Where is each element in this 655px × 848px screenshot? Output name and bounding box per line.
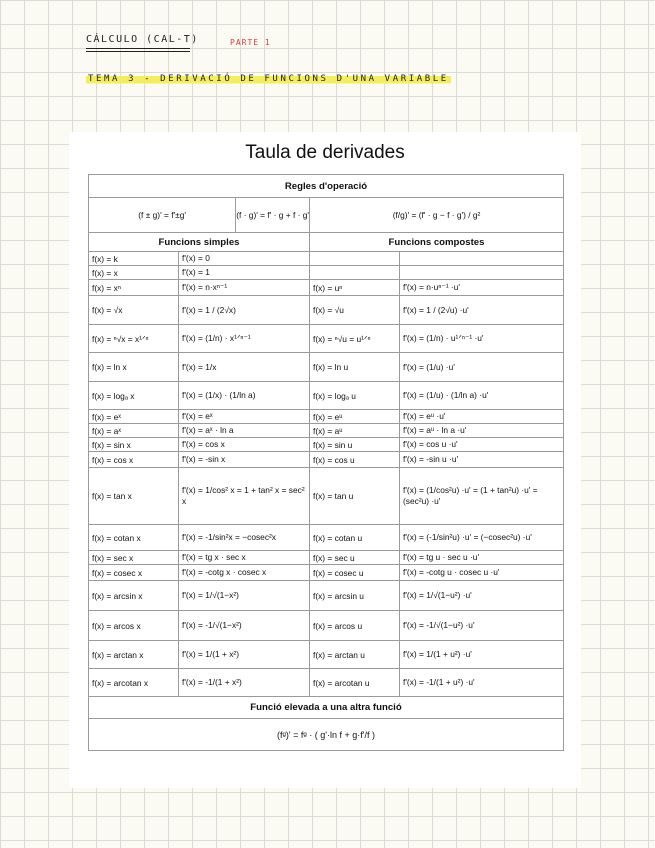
simple-derivative: f'(x) = cos x [179,438,310,452]
composite-derivative: f'(x) = 1/√(1−u²) ·u' [400,581,564,611]
power-function-header: Funció elevada a una altra funció [89,697,564,719]
derivative-row [89,353,564,382]
composite-derivative: f'(x) = (-1/sin²u) ·u' = (−cosec²u) ·u' [400,525,564,551]
topic-heading: TEMA 3 - DERIVACIÓ DE FUNCIONS D'UNA VARIABLE [88,74,449,84]
composite-derivative: f'(x) = -cotg u · cosec u ·u' [400,565,564,581]
derivatives-table [88,174,564,751]
composite-function: f(x) = aᵘ [310,424,400,438]
composite-function: f(x) = arcsin u [310,581,400,611]
simple-derivative: f'(x) = aˣ · ln a [179,424,310,438]
derivative-row [89,296,564,325]
simple-derivative: f'(x) = n·xⁿ⁻¹ [179,280,310,296]
derivative-row [89,280,564,296]
simple-function: f(x) = logₐ x [89,382,179,410]
simple-derivative: f'(x) = 1 [179,266,310,280]
simple-function: f(x) = x [89,266,179,280]
composite-derivative: f'(x) = -1/(1 + u²) ·u' [400,669,564,697]
composite-function: f(x) = arcos u [310,611,400,641]
simple-derivative: f'(x) = 1/(1 + x²) [179,641,310,669]
course-underline [86,48,190,49]
simple-function: f(x) = k [89,252,179,266]
simple-derivative: f'(x) = -1/sin²x = −cosec²x [179,525,310,551]
composite-function: f(x) = cos u [310,452,400,468]
composite-function [310,252,400,266]
simple-derivative: f'(x) = 1/cos² x = 1 + tan² x = sec² x [179,468,310,525]
composite-function: f(x) = ln u [310,353,400,382]
derivative-row [89,641,564,669]
quotient-rule: (f/g)' = (f' · g − f · g') / g² [310,198,564,233]
derivative-row [89,669,564,697]
simple-derivative: f'(x) = -sin x [179,452,310,468]
simple-function: f(x) = ln x [89,353,179,382]
composite-function: f(x) = cotan u [310,525,400,551]
simple-derivative: f'(x) = -1/(1 + x²) [179,669,310,697]
course-underline-2 [86,51,190,52]
composite-function: f(x) = logₐ u [310,382,400,410]
simple-derivative: f'(x) = 0 [179,252,310,266]
composite-derivative: f'(x) = eᵘ ·u' [400,410,564,424]
derivative-row [89,611,564,641]
composite-function: f(x) = uⁿ [310,280,400,296]
simple-function: f(x) = tan x [89,468,179,525]
composite-derivative: f'(x) = -1/√(1−u²) ·u' [400,611,564,641]
operation-rules-header: Regles d'operació [89,175,564,198]
derivative-row [89,410,564,424]
derivative-row [89,581,564,611]
simple-function: f(x) = arcos x [89,611,179,641]
composite-derivative: f'(x) = n·uⁿ⁻¹ ·u' [400,280,564,296]
derivative-row [89,252,564,266]
composite-derivative: f'(x) = cos u ·u' [400,438,564,452]
derivative-row [89,382,564,410]
simple-derivative: f'(x) = tg x · sec x [179,551,310,565]
simple-function: f(x) = arcsin x [89,581,179,611]
composite-function: f(x) = sin u [310,438,400,452]
operation-rules-row [89,198,564,233]
composite-function: f(x) = arctan u [310,641,400,669]
simple-derivative: f'(x) = -cotg x · cosec x [179,565,310,581]
composite-functions-header: Funcions compostes [310,233,564,252]
composite-function: f(x) = ⁿ√u = u¹ᐟⁿ [310,325,400,353]
composite-derivative: f'(x) = (1/u) · (1/ln a) ·u' [400,382,564,410]
composite-function: f(x) = sec u [310,551,400,565]
simple-derivative: f'(x) = 1/x [179,353,310,382]
simple-function: f(x) = eˣ [89,410,179,424]
simple-function: f(x) = cos x [89,452,179,468]
simple-function: f(x) = sec x [89,551,179,565]
simple-function: f(x) = aˣ [89,424,179,438]
derivative-rows [89,252,564,697]
simple-function: f(x) = √x [89,296,179,325]
composite-function: f(x) = arcotan u [310,669,400,697]
composite-derivative: f'(x) = tg u · sec u ·u' [400,551,564,565]
simple-function: f(x) = cosec x [89,565,179,581]
composite-derivative: f'(x) = aᵘ · ln a ·u' [400,424,564,438]
derivative-row [89,266,564,280]
derivatives-sheet [69,132,581,788]
power-function-formula: (fᵍ)' = fᵍ · ( g'·ln f + g·f'/f ) [89,719,564,751]
composite-derivative: f'(x) = 1 / (2√u) ·u' [400,296,564,325]
composite-function: f(x) = cosec u [310,565,400,581]
derivative-row [89,325,564,353]
composite-derivative: f'(x) = 1/(1 + u²) ·u' [400,641,564,669]
sheet-title: Taula de derivades [245,142,405,163]
simple-functions-header: Funcions simples [89,233,310,252]
simple-derivative: f'(x) = 1/√(1−x²) [179,581,310,611]
derivative-row [89,468,564,525]
simple-function: f(x) = ⁿ√x = x¹ᐟⁿ [89,325,179,353]
product-rule: (f · g)' = f' · g + f · g' [236,210,309,220]
derivative-row [89,424,564,438]
composite-function: f(x) = tan u [310,468,400,525]
composite-derivative: f'(x) = (1/n) · u¹ᐟⁿ⁻¹ ·u' [400,325,564,353]
composite-derivative: f'(x) = (1/cos²u) ·u' = (1 + tan²u) ·u' = (sec²u) ·u' [400,468,564,525]
part-label: PARTE 1 [230,38,271,47]
simple-derivative: f'(x) = 1 / (2√x) [179,296,310,325]
composite-function: f(x) = √u [310,296,400,325]
simple-derivative: f'(x) = -1/√(1−x²) [179,611,310,641]
derivative-row [89,525,564,551]
composite-function [310,266,400,280]
simple-function: f(x) = xⁿ [89,280,179,296]
composite-derivative: f'(x) = (1/u) ·u' [400,353,564,382]
simple-function: f(x) = cotan x [89,525,179,551]
course-title: CÁLCULO (CAL-T) [86,34,199,45]
simple-function: f(x) = arctan x [89,641,179,669]
composite-function: f(x) = eᵘ [310,410,400,424]
derivative-row [89,565,564,581]
simple-derivative: f'(x) = (1/x) · (1/ln a) [179,382,310,410]
sum-rule: (f ± g)' = f'±g' [89,198,236,232]
composite-derivative [400,266,564,280]
simple-derivative: f'(x) = eˣ [179,410,310,424]
composite-derivative: f'(x) = -sin u ·u' [400,452,564,468]
derivative-row [89,452,564,468]
simple-derivative: f'(x) = (1/n) · x¹ᐟⁿ⁻¹ [179,325,310,353]
derivative-row [89,551,564,565]
derivative-row [89,438,564,452]
simple-function: f(x) = arcotan x [89,669,179,697]
simple-function: f(x) = sin x [89,438,179,452]
composite-derivative [400,252,564,266]
